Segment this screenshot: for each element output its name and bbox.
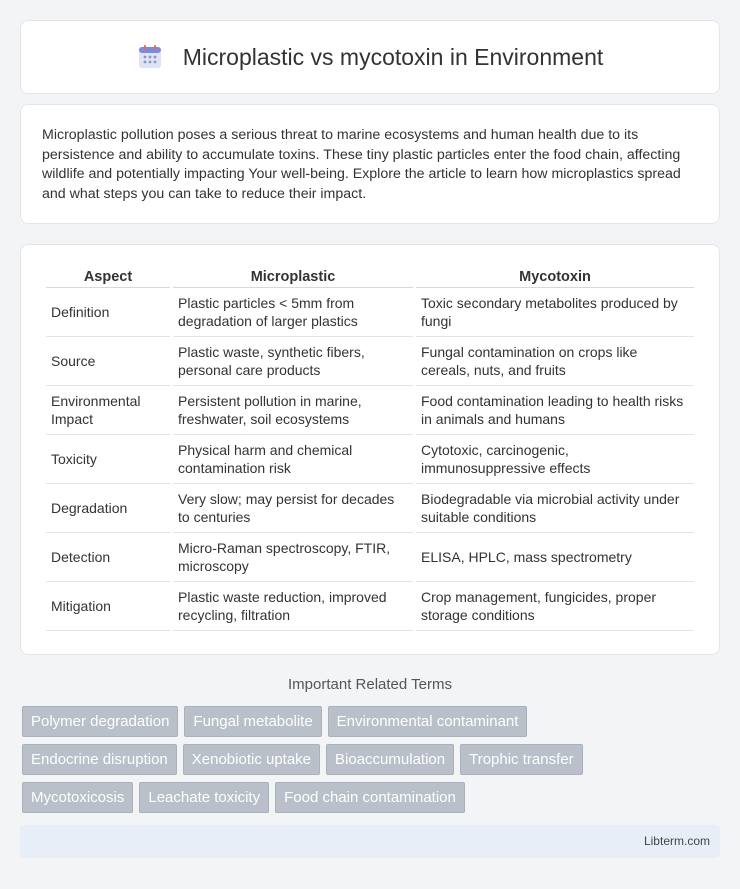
mycotoxin-cell: Crop management, fungicides, proper storage conditions	[416, 582, 694, 631]
microplastic-cell: Micro-Raman spectroscopy, FTIR, microscopy	[173, 533, 413, 582]
mycotoxin-cell: Toxic secondary metabolites produced by fungi	[416, 288, 694, 337]
mycotoxin-cell: Food contamination leading to health risks in animals and humans	[416, 386, 694, 435]
tag-row	[22, 744, 722, 775]
aspect-cell: Definition	[46, 288, 170, 337]
microplastic-cell: Physical harm and chemical contamination risk	[173, 435, 413, 484]
table-row	[46, 386, 694, 435]
microplastic-cell: Persistent pollution in marine, freshwater, soil ecosystems	[173, 386, 413, 435]
intro-paragraph: Microplastic pollution poses a serious threat to marine ecosystems and human health due to its persistence and ability to accumulate toxins. These tiny plastic particles enter the food chain, affecting wildlife and potentially impacting Your well-being. Explore the article to learn how microplastics spread and what steps you can take to reduce their impact.	[42, 127, 681, 202]
table-row	[46, 533, 694, 582]
mycotoxin-cell: Biodegradable via microbial activity under suitable conditions	[416, 484, 694, 533]
table-row	[46, 582, 694, 631]
page-title: Microplastic vs mycotoxin in Environment	[182, 43, 604, 70]
table-header-row	[46, 265, 694, 288]
table-row	[46, 288, 694, 337]
related-terms-tags	[22, 706, 722, 820]
microplastic-cell: Very slow; may persist for decades to centuries	[173, 484, 413, 533]
table-row	[46, 337, 694, 386]
header-microplastic: Microplastic	[173, 265, 413, 288]
aspect-cell: Toxicity	[46, 435, 170, 484]
tag-bioaccumulation[interactable]: Bioaccumulation	[326, 744, 454, 775]
microplastic-cell: Plastic particles < 5mm from degradation of larger plastics	[173, 288, 413, 337]
intro-card	[20, 104, 720, 224]
tag-xenobiotic-uptake[interactable]: Xenobiotic uptake	[183, 744, 320, 775]
tag-leachate-toxicity[interactable]: Leachate toxicity	[139, 782, 269, 813]
aspect-cell: Detection	[46, 533, 170, 582]
footer	[20, 825, 720, 858]
aspect-cell: Degradation	[46, 484, 170, 533]
aspect-cell: Source	[46, 337, 170, 386]
microplastic-cell: Plastic waste, synthetic fibers, personal care products	[173, 337, 413, 386]
header-card	[20, 20, 720, 94]
aspect-cell: Environmental Impact	[46, 386, 170, 435]
tag-polymer-degradation[interactable]: Polymer degradation	[22, 706, 178, 737]
microplastic-cell: Plastic waste reduction, improved recycling, filtration	[173, 582, 413, 631]
tag-endocrine-disruption[interactable]: Endocrine disruption	[22, 744, 177, 775]
table-row	[46, 484, 694, 533]
mycotoxin-cell: Fungal contamination on crops like cereals, nuts, and fruits	[416, 337, 694, 386]
tag-mycotoxicosis[interactable]: Mycotoxicosis	[22, 782, 133, 813]
mycotoxin-cell: ELISA, HPLC, mass spectrometry	[416, 533, 694, 582]
aspect-cell: Mitigation	[46, 582, 170, 631]
footer-link[interactable]: Libterm.com	[643, 834, 710, 848]
tag-food-chain-contamination[interactable]: Food chain contamination	[275, 782, 465, 813]
header-mycotoxin: Mycotoxin	[416, 265, 694, 288]
calendar-grid-icon	[137, 44, 163, 70]
tag-trophic-transfer[interactable]: Trophic transfer	[460, 744, 582, 775]
comparison-table	[43, 265, 697, 631]
tag-row	[22, 782, 722, 813]
related-terms-title: Important Related Terms	[288, 676, 452, 693]
header-aspect: Aspect	[46, 265, 170, 288]
tag-environmental-contaminant[interactable]: Environmental contaminant	[328, 706, 528, 737]
tag-row	[22, 706, 722, 737]
tag-fungal-metabolite[interactable]: Fungal metabolite	[184, 706, 321, 737]
table-row	[46, 435, 694, 484]
comparison-table-card	[20, 244, 720, 655]
mycotoxin-cell: Cytotoxic, carcinogenic, immunosuppressive effects	[416, 435, 694, 484]
